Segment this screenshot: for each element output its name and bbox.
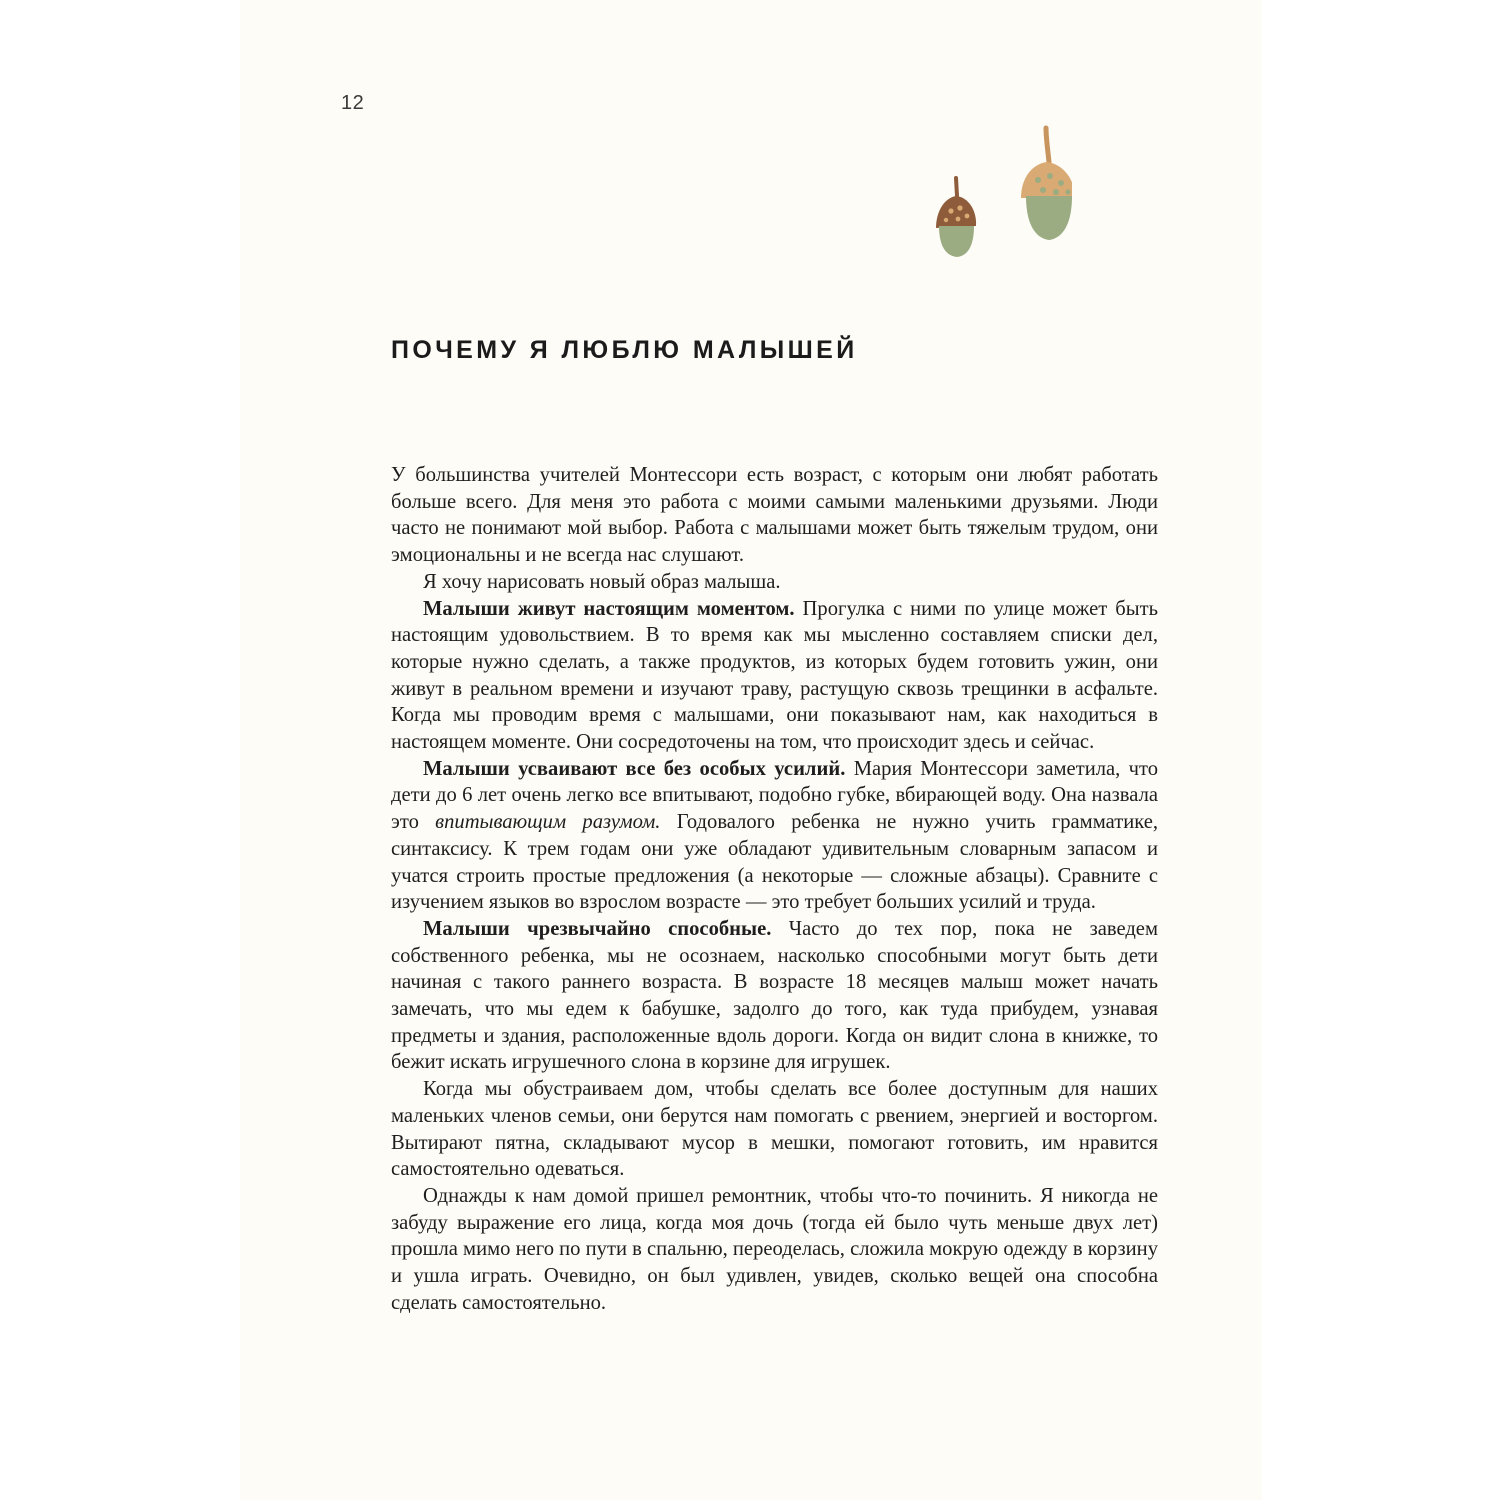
paragraph-emphasis: впитывающим разумом.: [435, 811, 661, 834]
body-text: [391, 462, 1158, 1317]
paragraph-text: У большинства учителей Монтессори есть возраст, с которым они любят работать больше всего. Для меня это работа с моими самыми маленькими друзьями. Люди часто не понимают мой выбор. Работа с малышами может быть тяжелым трудом, они эмоциональны и не всегда нас слушают.: [391, 464, 1158, 567]
paragraph: [391, 1076, 1158, 1183]
paragraph-text: Прогулка с ними по улице может быть настоящим удовольствием. В то время как мы мысленно составляем списки дел, которые нужно сделать, а также продуктов, из которых будем готовить ужин, они живут в реальном времени и изучают траву, растущую сквозь трещинки в асфальте. Когда мы проводим время с малышами, они показывают нам, как находиться в настоящем моменте. Они сосредоточены на том, что происходит здесь и сейчас.: [391, 597, 1158, 754]
small-acorn: [936, 178, 976, 257]
paragraph: [391, 596, 1158, 756]
acorns-icon: [922, 122, 1072, 272]
large-acorn: [1021, 128, 1072, 240]
paragraph-text: Годовалого ребенка не нужно учить грамматике, синтаксису. К трем годам они уже обладают удивительным словарным запасом и учатся строить простые предложения (а некоторые — сложные абзацы). Сравните с изучением языков во взрослом возрасте — это требует больших усилий и труда.: [391, 811, 1159, 914]
paragraph: [391, 462, 1158, 569]
paragraph-text: Мария Монтессори заметила, что дети до 6 лет очень легко все впитывают, подобно губке, вбирающей воду. Она назвала это: [391, 757, 1158, 834]
chapter-title: ПОЧЕМУ Я ЛЮБЛЮ МАЛЫШЕЙ: [391, 336, 858, 364]
paragraph-text: Я хочу нарисовать новый образ малыша.: [423, 570, 781, 593]
paragraph: [391, 569, 1158, 596]
paragraph-text: Часто до тех пор, пока не заведем собственного ребенка, мы не осознаем, насколько способными могут быть дети начиная с такого раннего возраста. В возрасте 18 месяцев малыш может начать замечать, что мы едем к бабушке, задолго до того, как туда прибудем, узнавая предметы и здания, расположенные вдоль дороги. Когда он видит слона в книжке, то бежит искать игрушечного слона в корзине для игрушек.: [391, 917, 1158, 1074]
paragraph-lead: Малыши усваивают все без особых усилий.: [423, 757, 846, 780]
page-number: 12: [341, 92, 365, 114]
paragraph-text: Когда мы обустраиваем дом, чтобы сделать все более доступным для наших маленьких членов семьи, они берутся нам помогать с рвением, энергией и восторгом. Вытирают пятна, складывают мусор в мешки, помогают готовить, им нравится самостоятельно одеваться.: [391, 1078, 1158, 1181]
paragraph: [391, 1183, 1158, 1317]
paragraph: [391, 916, 1158, 1076]
paragraph: [391, 756, 1158, 916]
paragraph-lead: Малыши чрезвычайно способные.: [423, 917, 772, 940]
paragraph-lead: Малыши живут настоящим моментом.: [423, 597, 795, 620]
paragraph-text: Однажды к нам домой пришел ремонтник, чтобы что-то починить. Я никогда не забуду выражение его лица, когда моя дочь (тогда ей было чуть меньше двух лет) прошла мимо него по пути в спальню, переоделась, сложила мокрую одежду в корзину и ушла играть. Очевидно, он был удивлен, увидев, сколько вещей она способна сделать самостоятельно.: [391, 1184, 1158, 1314]
